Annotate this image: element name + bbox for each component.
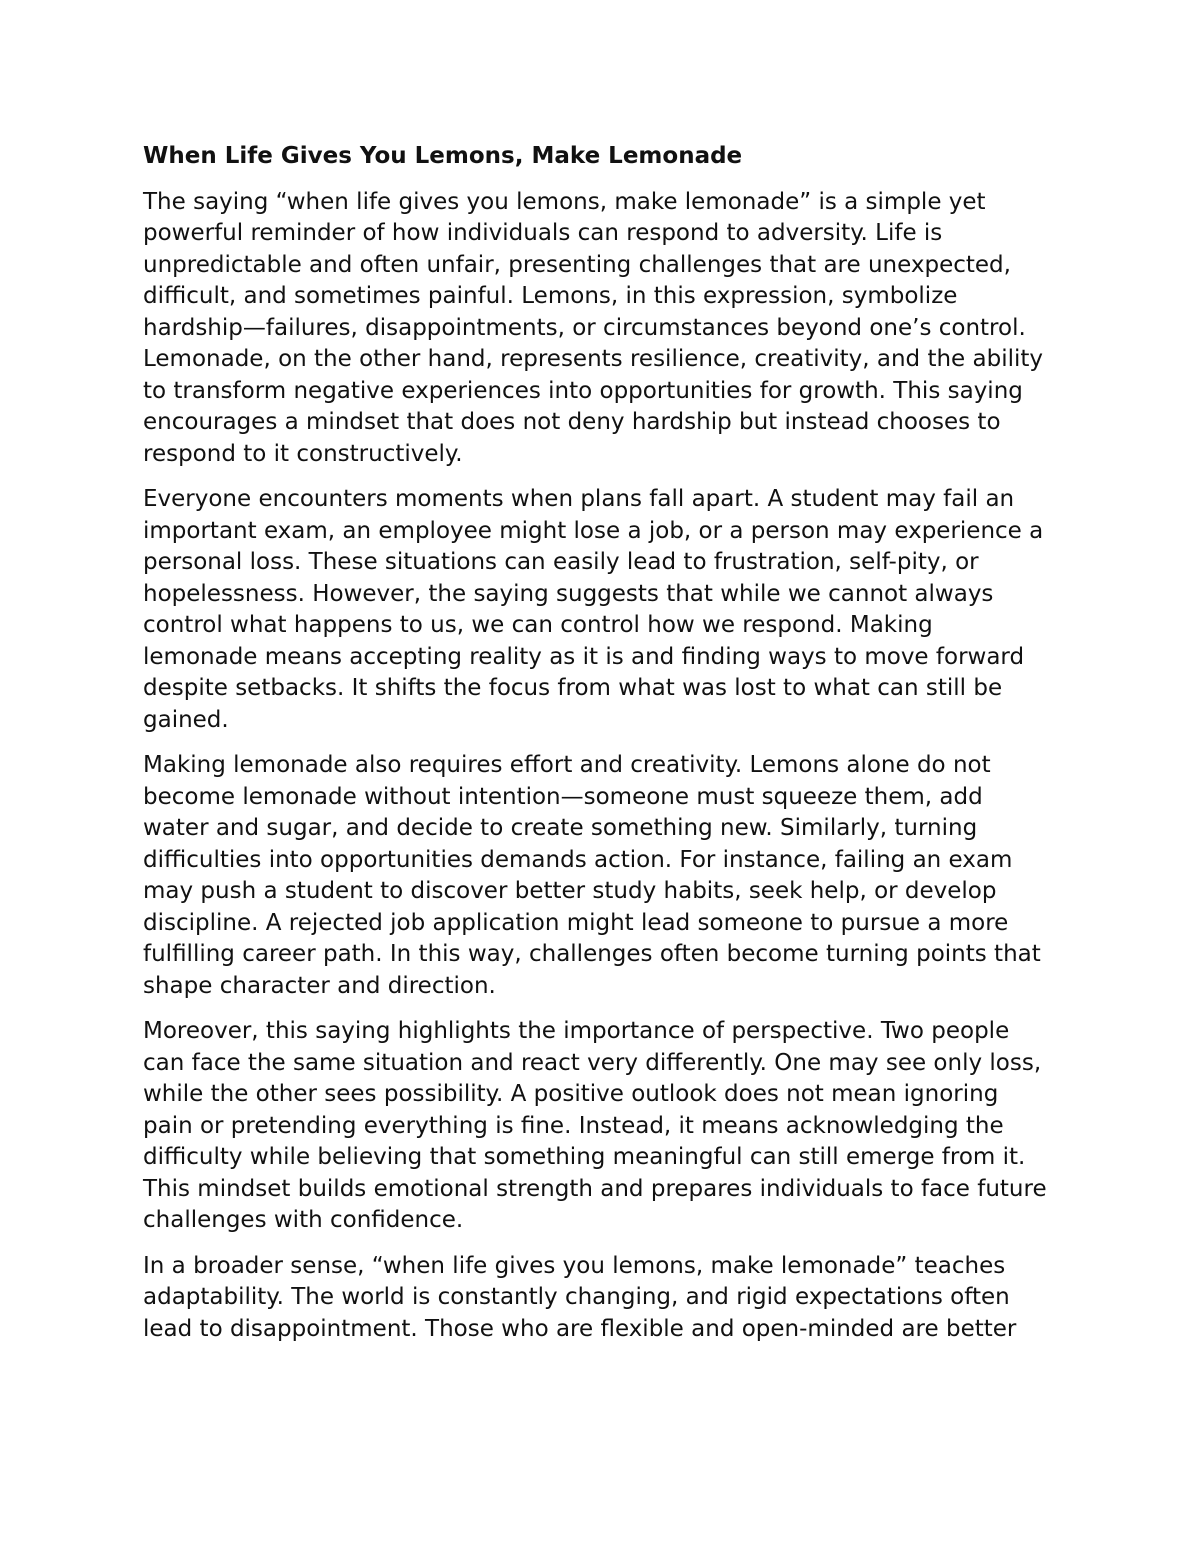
paragraph-2: Everyone encounters moments when plans fall apart. A student may fail an important exam, an employee might lose a job, or a person may experience a personal loss. These situations can easily lead to frustration, self-pity, or hopelessness. However, the saying suggests that while we cannot always control what happens to us, we can control how we respond. Making lemonade means accepting reality as it is and finding ways to move forward despite setbacks. It shifts the focus from what was lost to what can still be gained. [143,486,1044,733]
document-body [143,141,1048,1359]
paragraph-1: The saying “when life gives you lemons, make lemonade” is a simple yet powerful reminder of how individuals can respond to adversity. Life is unpredictable and often unfair, presenting challenges that are unexpected, difficult, and sometimes painful. Lemons, in this expression, symbolize hardship—failures, disappointments, or circumstances beyond one’s control. Lemonade, on the other hand, represents resilience, creativity, and the ability to transform negative experiences into opportunities for growth. This saying encourages a mindset that does not deny hardship but instead chooses to respond to it constructively. [143,188,1044,467]
paragraph-4: Moreover, this saying highlights the importance of perspective. Two people can face the same situation and react very differently. One may see only loss, while the other sees possibility. A positive outlook does not mean ignoring pain or pretending everything is fine. Instead, it means acknowledging the difficulty while believing that something meaningful can still emerge from it. This mindset builds emotional strength and prepares individuals to face future challenges with confidence. [143,1018,1047,1233]
document-title: When Life Gives You Lemons, Make Lemonade [143,143,743,169]
paragraph-5: In a broader sense, “when life gives you lemons, make lemonade” teaches adaptability. The world is constantly changing, and rigid expectations often lead to disappointment. Those who are flexible and open-minded are better [143,1252,1017,1342]
paragraph-3: Making lemonade also requires effort and creativity. Lemons alone do not become lemonade without intention—someone must squeeze them, add water and sugar, and decide to create something new. Similarly, turning difficulties into opportunities demands action. For instance, failing an exam may push a student to discover better study habits, seek help, or develop discipline. A rejected job application might lead someone to pursue a more fulfilling career path. In this way, challenges often become turning points that shape character and direction. [143,752,1041,999]
